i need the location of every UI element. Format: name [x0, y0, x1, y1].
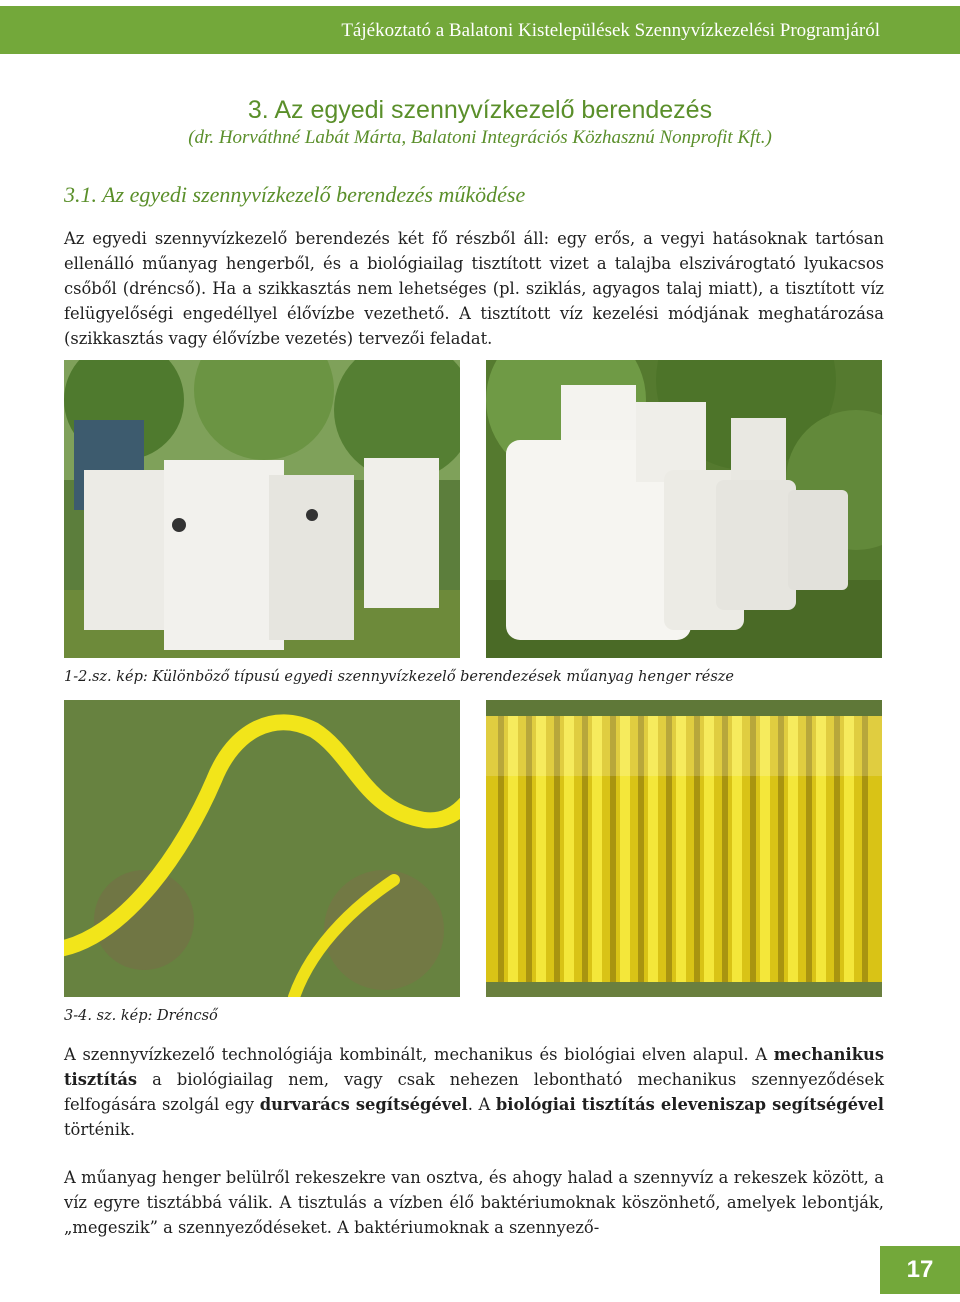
running-title: Tájékoztató a Balatoni Kistelepülések Szennyvízkezelési Programjáról [341, 20, 880, 41]
term-biological-cleaning: biológiai tisztítás eleveniszap segítségével [495, 1095, 884, 1114]
section-title: 3.1. Az egyedi szennyvízkezelő berendezés működése [64, 182, 526, 207]
page-header [0, 0, 960, 62]
paragraph-2-text-1: A szennyvízkezelő technológiája kombinált, mechanikus és biológiai elven alapul. A [64, 1045, 774, 1064]
paragraph-2 [64, 1042, 884, 1142]
paragraph-2-text-4: történik. [64, 1120, 136, 1139]
paragraph-2-text-3: . A [467, 1095, 496, 1114]
paragraph-1: Az egyedi szennyvízkezelő berendezés két fő részből áll: egy erős, a vegyi hatásoknak tartósan ellenálló műanyag hengerből, és a biológiailag tisztított vizet a talajba elszivárogtató lyukacsos csőből (dréncső). Ha a szikkasztás nem lehetséges (pl. sziklás, agyagos talaj miatt), a tisztított víz felügyelőségi engedéllyel élővízbe vezethető. A tisztított víz kezelési módjának meghatározása (szikkasztás vagy élővízbe vezetés) tervezői feladat. [64, 229, 884, 348]
paragraph-2-text-2: a biológiailag nem, vagy csak nehezen lebontható mechanikus szennyeződések felfogására szolgál egy [64, 1070, 884, 1114]
caption-photos-3-4: 3-4. sz. kép: Dréncső [64, 1008, 218, 1024]
chapter-author: (dr. Horváthné Labát Márta, Balatoni Integrációs Közhasznú Nonprofit Kft.) [188, 127, 772, 148]
photo-white-tanks-2 [486, 360, 882, 658]
term-coarse-screen: durvarács segítségével [259, 1095, 468, 1114]
photo-drain-pipe-2 [486, 700, 882, 997]
photo-drain-pipe-1 [64, 700, 460, 997]
paragraph-3: A műanyag henger belülről rekeszekre van osztva, és ahogy halad a szennyvíz a rekeszek között, a víz egyre tisztábbá válik. A tisztulás a vízben élő baktériumoknak köszönhető, amelyek lebontják, „megeszik” a szennyeződéseket. A baktériumoknak a szennyező- [64, 1168, 884, 1237]
page-number: 17 [880, 1246, 960, 1294]
photo-white-tanks-1 [64, 360, 460, 658]
caption-photos-1-2: 1-2.sz. kép: Különböző típusú egyedi szennyvízkezelő berendezések műanyag henger része [64, 669, 735, 685]
term-mechanical-cleaning: mechanikus tisztítás [64, 1045, 884, 1089]
chapter-title: 3. Az egyedi szennyvízkezelő berendezés [247, 96, 713, 124]
